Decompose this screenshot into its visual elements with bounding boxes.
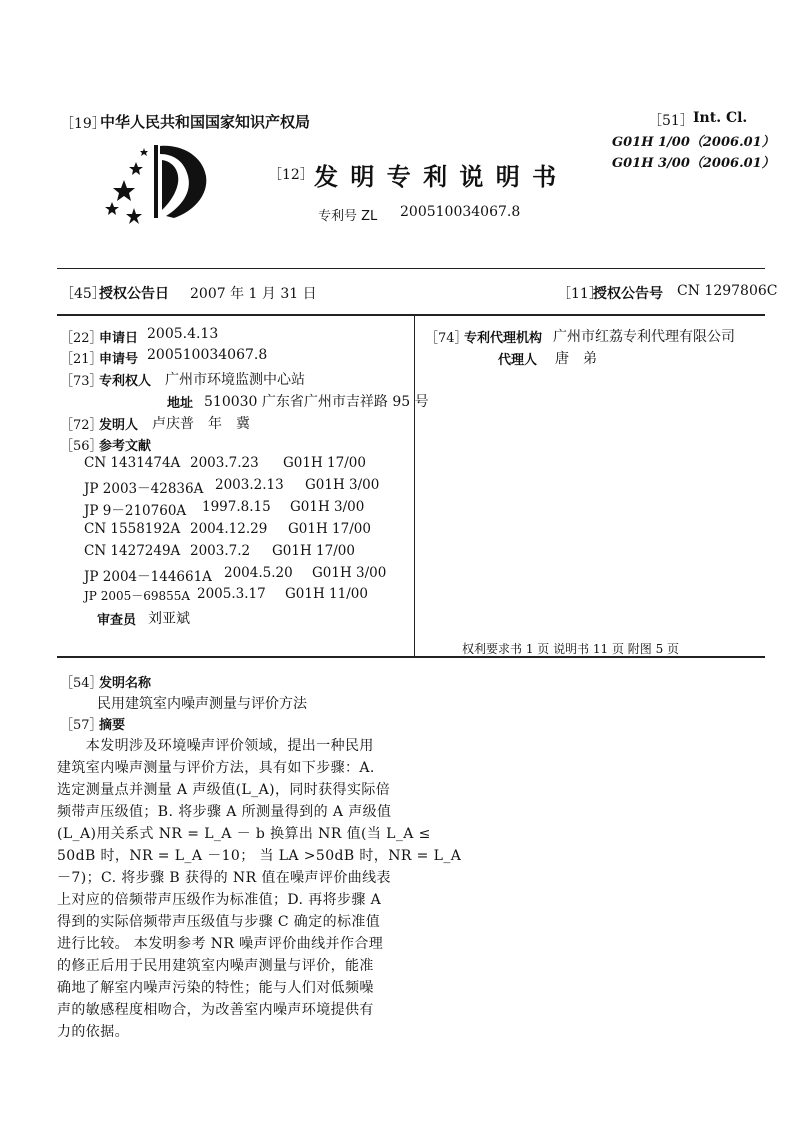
invention-title: 民用建筑室内噪声测量与评价方法 (97, 696, 307, 712)
abstract-line: 上对应的倍频带声压级作为标准值；D. 再将步骤 A (57, 892, 382, 908)
invention-title-label: 发明名称 (99, 676, 152, 691)
ipc-class-2: G01H 3/00（2006.01） (612, 156, 775, 171)
agent-label: 代理人 (498, 353, 538, 368)
rule-bibliographic-top (57, 314, 765, 316)
code-57: ［57］ (60, 718, 103, 733)
office-name: 中华人民共和国国家知识产权局 (100, 113, 311, 131)
application-date: 2005.4.13 (147, 326, 219, 342)
application-number: 200510034067.8 (147, 347, 268, 363)
grant-date-label: 授权公告日 (99, 286, 169, 302)
reference-class: G01H 17/00 (288, 521, 371, 537)
rule-bibliographic-bottom (57, 656, 765, 658)
reference-no: JP 2005－69855A (84, 589, 191, 603)
abstract-line: 的修正后用于民用建筑室内噪声测量与评价，能准 (57, 958, 374, 974)
page-count-note: 权利要求书 1 页 说明书 11 页 附图 5 页 (462, 642, 680, 656)
patent-number: 200510034067.8 (400, 204, 521, 220)
code-51: ［51］ (648, 113, 694, 129)
grant-number: CN 1297806C (677, 283, 778, 299)
grant-number-label: 授权公告号 (593, 286, 663, 302)
reference-class: G01H 17/00 (272, 543, 355, 559)
patentee: 广州市环境监测中心站 (165, 372, 305, 388)
agency-label: 专利代理机构 (464, 331, 543, 346)
code-56: ［56］ (60, 439, 103, 454)
abstract-line: 力的依据。 (57, 1024, 129, 1040)
patentee-label: 专利权人 (99, 374, 152, 389)
reference-date: 1997.8.15 (202, 499, 271, 515)
reference-class: G01H 3/00 (312, 565, 387, 581)
reference-no: CN 1558192A (84, 521, 181, 537)
reference-no: CN 1431474A (84, 455, 181, 471)
reference-date: 2004.5.20 (224, 565, 293, 581)
references-label: 参考文献 (99, 439, 152, 454)
reference-no: JP 2004－144661A (84, 569, 212, 585)
abstract-line: 得到的实际倍频带声压级值与步骤 C 确定的标准值 (57, 914, 381, 930)
reference-date: 2004.12.29 (190, 521, 268, 537)
code-21: ［21］ (60, 352, 103, 367)
code-74: ［74］ (425, 331, 468, 346)
abstract-line: 频带声压级值；B. 将步骤 A 所测量得到的 A 声级值 (57, 804, 392, 820)
code-45: ［45］ (60, 286, 106, 302)
code-22: ［22］ (60, 331, 103, 346)
address: 510030 广东省广州市吉祥路 95 号 (204, 394, 429, 410)
reference-date: 2003.2.13 (215, 477, 284, 493)
application-date-label: 申请日 (99, 331, 139, 346)
grant-date: 2007 年 1 月 31 日 (190, 286, 317, 302)
inventor-label: 发明人 (99, 418, 139, 433)
document-type: 发 明 专 利 说 明 书 (314, 163, 559, 191)
address-label: 地址 (167, 396, 194, 411)
abstract-line: －7)；C. 将步骤 B 获得的 NR 值在噪声评价曲线表 (57, 870, 391, 886)
abstract-line: 选定测量点并测量 A 声级值(L_A)，同时获得实际倍 (57, 782, 391, 798)
code-73: ［73］ (60, 374, 103, 389)
code-12: ［12］ (268, 167, 314, 183)
reference-class: G01H 3/00 (305, 477, 380, 493)
cnipa-logo-icon (104, 140, 234, 240)
abstract-label: 摘要 (99, 718, 126, 733)
code-19: ［19］ (60, 116, 106, 132)
application-number-label: 申请号 (99, 352, 139, 367)
abstract-line: 50dB 时，NR = L_A －10； 当 LA >50dB 时，NR = L_A (57, 848, 462, 864)
rule-top (57, 268, 765, 269)
reference-class: G01H 17/00 (283, 455, 366, 471)
abstract-line: 建筑室内噪声测量与评价方法，具有如下步骤：A. (57, 760, 375, 776)
abstract-line: (L_A)用关系式 NR = L_A － b 换算出 NR 值(当 L_A ≤ (57, 826, 431, 842)
examiner-label: 审查员 (97, 613, 137, 628)
inventors: 卢庆普 年 冀 (152, 416, 250, 432)
abstract-line: 声的敏感程度相吻合，为改善室内噪声环境提供有 (57, 1002, 374, 1018)
reference-class: G01H 11/00 (285, 586, 368, 602)
patent-number-label: 专利号 ZL (318, 209, 378, 224)
code-72: ［72］ (60, 418, 103, 433)
code-11: ［11］ (557, 286, 603, 302)
reference-no: CN 1427249A (84, 543, 181, 559)
code-54: ［54］ (60, 676, 103, 691)
abstract-line: 进行比较。 本发明参考 NR 噪声评价曲线并作合理 (57, 936, 384, 952)
reference-date: 2003.7.2 (190, 543, 251, 559)
abstract-line: 确地了解室内噪声污染的特性；能与人们对低频噪 (57, 980, 374, 996)
ipc-class-1: G01H 1/00（2006.01） (612, 135, 775, 150)
reference-date: 2003.7.23 (190, 455, 259, 471)
int-cl-label: Int. Cl. (693, 110, 748, 126)
column-divider (414, 316, 415, 656)
agency: 广州市红荔专利代理有限公司 (553, 329, 735, 345)
reference-no: JP 2003－42836A (84, 481, 204, 497)
reference-date: 2005.3.17 (197, 586, 266, 602)
examiner: 刘亚斌 (148, 611, 190, 627)
reference-class: G01H 3/00 (290, 499, 365, 515)
agent: 唐 弟 (555, 351, 597, 367)
abstract-line: 本发明涉及环境噪声评价领域，提出一种民用 (57, 738, 374, 754)
reference-no: JP 9－210760A (84, 503, 187, 519)
